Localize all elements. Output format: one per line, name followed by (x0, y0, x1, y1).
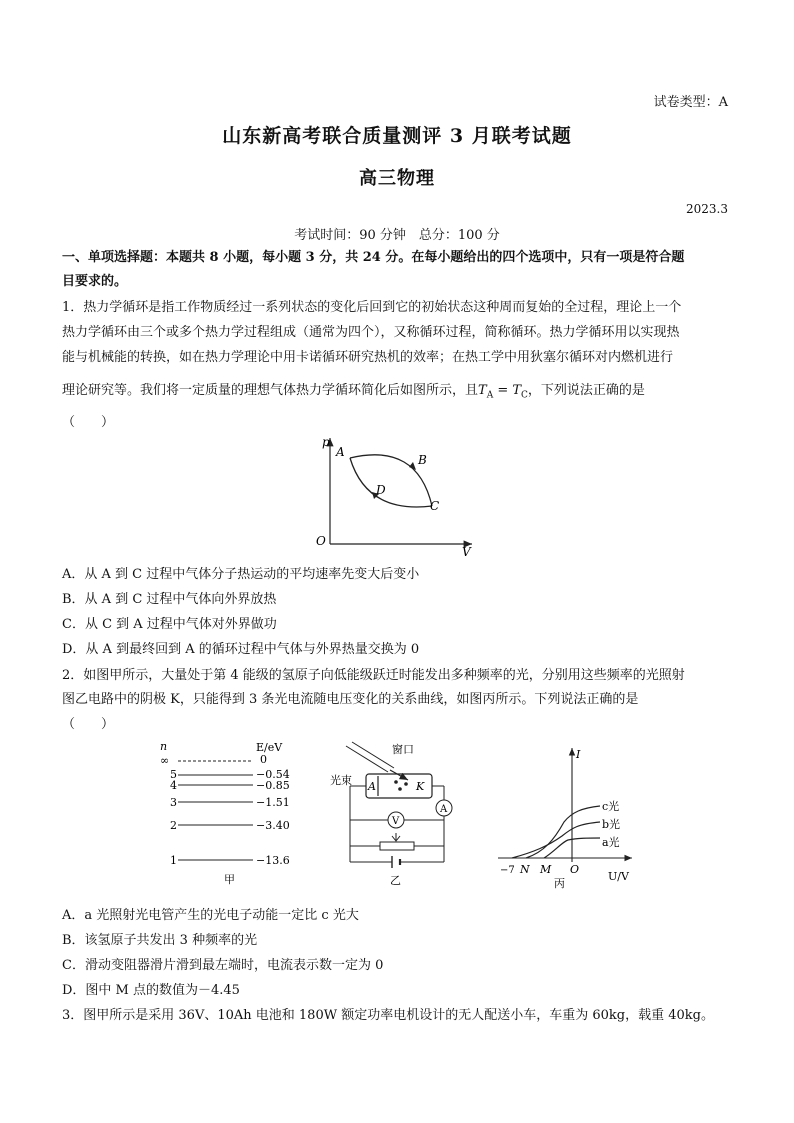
q1-tc: T (512, 383, 522, 398)
q1-line4 (62, 382, 645, 405)
electron-dot-2 (398, 787, 402, 791)
level-e-2: −3.40 (256, 819, 290, 832)
q1-line4-tail: ，下列说法正确的是 (527, 383, 645, 398)
curve-b (526, 806, 600, 858)
rheostat (380, 842, 414, 850)
fig-yi-caption: 乙 (390, 874, 401, 887)
exam-date: 2023.3 (686, 202, 728, 216)
m-point-label: M (540, 863, 552, 876)
exam-info: 考试时间：90 分钟 总分：100 分 (294, 228, 500, 243)
ammeter-label: A (440, 804, 448, 815)
level-n-2: 2 (170, 819, 177, 832)
q3-line1: 3．图甲所示是采用 36V、10Ah 电池和 180W 额定功率电机设计的无人配送小车，车重为 60kg，载重 40kg。 (62, 1008, 714, 1023)
fig-bing-caption: 丙 (554, 877, 565, 890)
level-n-inf: ∞ (160, 754, 170, 767)
level-e-inf: 0 (260, 753, 267, 766)
fig-a-label: A (336, 445, 345, 459)
level-e-4: −0.85 (256, 779, 290, 792)
i-axis-label: I (576, 748, 581, 761)
fig-jia-caption: 甲 (224, 873, 235, 886)
beam-arrow (390, 770, 408, 780)
q2-answer-paren: （ ） (62, 717, 115, 732)
level-e-1: −13.6 (256, 854, 290, 867)
q2-iu-graph (492, 742, 640, 892)
q2-option-d: D．图中 M 点的数值为－4.45 (62, 983, 240, 998)
q1-line4-text: 理论研究等。我们将一定质量的理想气体热力学循环简化后如图所示，且 (62, 383, 479, 398)
level-n-1: 1 (170, 854, 177, 867)
level-e-3: −1.51 (256, 796, 290, 809)
c-light-label: c光 (602, 800, 620, 813)
origin-label: O (570, 863, 580, 876)
q2-energy-level-diagram (158, 738, 318, 888)
a-light-label: a光 (602, 836, 620, 849)
q1-option-a: A．从 A 到 C 过程中气体分子热运动的平均速率先变大后变小 (62, 567, 420, 582)
level-n-5: 5 (170, 768, 177, 781)
q1-line1: 1．热力学循环是指工作物质经过一系列状态的变化后回到它的初始状态这种周而复始的全过程，理论上一个 (62, 300, 682, 315)
q2-line1: 2．如图甲所示，大量处于第 4 能级的氢原子向低能级跃迁时能发出多种频率的光，分别用这些频率的光照射 (62, 668, 685, 683)
q1-line2: 热力学循环由三个或多个热力学过程组成（通常为四个），又称循环过程，简称循环。热力学循环用以实现热 (62, 325, 680, 340)
beam-label: 光束 (330, 774, 352, 787)
q1-eq: = (493, 383, 513, 398)
fig-o-label: O (316, 534, 326, 548)
slider-arrow-icon (392, 833, 400, 841)
q2-line2: 图乙电路中的阴极 K，只能得到 3 条光电流随电压变化的关系曲线，如图丙所示。下列说法正确的是 (62, 692, 639, 707)
q2-option-b: B．该氢原子共发出 3 种频率的光 (62, 933, 258, 948)
exam-title: 山东新高考联合质量测评 3 月联考试题 (222, 125, 572, 147)
fig-c-label: C (430, 499, 440, 513)
paper-type: 试卷类型：A (653, 95, 728, 110)
q1-pv-diagram (312, 432, 482, 557)
voltmeter-label: V (392, 816, 400, 827)
q1-tc-sub: C (521, 390, 528, 401)
q1-option-b: B．从 A 到 C 过程中气体向外界放热 (62, 592, 277, 607)
fig-v-label: V (462, 545, 471, 557)
level-n-4: 4 (170, 779, 177, 792)
level-e-5: −0.54 (256, 768, 290, 781)
window-label: 窗口 (392, 743, 414, 756)
e-label: E/eV (256, 741, 283, 754)
subject-title: 高三物理 (359, 168, 435, 189)
light-beam-line2 (352, 742, 394, 768)
cathode-label: K (416, 780, 425, 793)
q1-line3: 能与机械能的转换，如在热力学理论中用卡诺循环研究热机的效率；在热工学中用狄塞尔循环对内燃机进行 (62, 350, 674, 365)
section-heading-line1: 一、单项选择题：本题共 8 小题，每小题 3 分，共 24 分。在每小题给出的四个选项中，只有一项是符合题 (62, 250, 685, 265)
fig-b-label: B (418, 453, 427, 467)
q1-option-c: C．从 C 到 A 过程中气体对外界做功 (62, 617, 277, 632)
u-axis-label: U/V (608, 870, 629, 883)
q1-answer-paren: （ ） (62, 415, 115, 430)
section-heading-line2: 目要求的。 (62, 274, 128, 289)
n-label: n (160, 740, 168, 753)
fig-p-label: p (322, 435, 330, 449)
q1-ta-sub: A (486, 390, 494, 401)
electron-dot-3 (404, 782, 408, 786)
electron-dot-1 (394, 780, 398, 784)
fig-d-label: D (376, 483, 386, 497)
q1-option-d: D．从 A 到最终回到 A 的循环过程中气体与外界热量交换为 0 (62, 642, 420, 657)
q1-ta: T (478, 383, 487, 398)
minus7-label: −7 (500, 865, 515, 876)
light-beam-line1 (346, 746, 388, 772)
q2-circuit-diagram (330, 738, 465, 888)
level-n-3: 3 (170, 796, 177, 809)
anode-label: A (368, 780, 376, 793)
n-point-label: N (520, 863, 530, 876)
b-light-label: b光 (602, 818, 621, 831)
q2-option-a: A．a 光照射光电管产生的光电子动能一定比 c 光大 (62, 908, 359, 923)
q2-option-c: C．滑动变阻器滑片滑到最左端时，电流表示数一定为 0 (62, 958, 384, 973)
curve-c (512, 822, 600, 858)
